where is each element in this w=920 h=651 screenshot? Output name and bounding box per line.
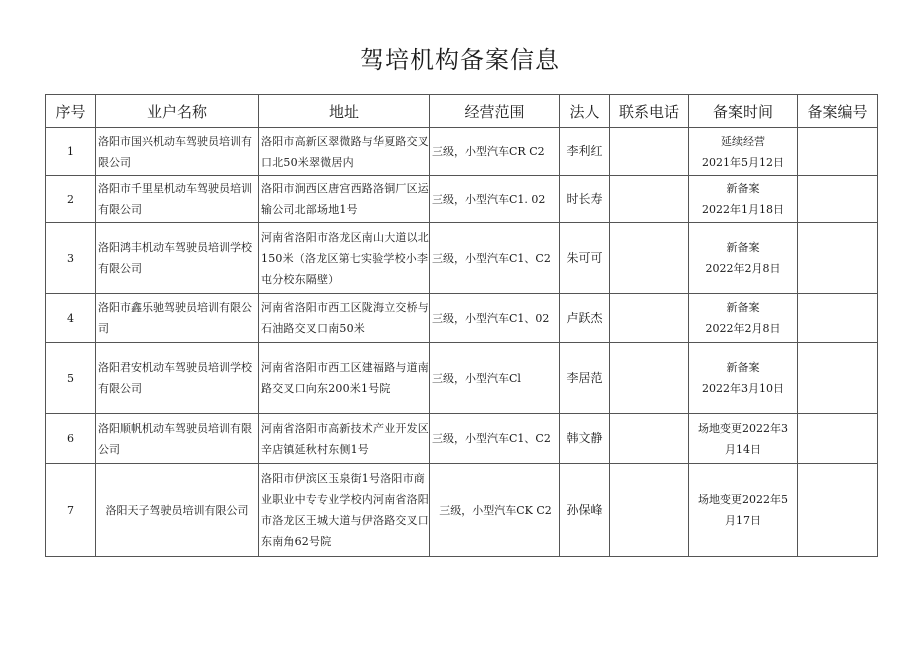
date-status: 新备案 [726, 301, 760, 314]
date-value: 2022年2月8日 [705, 322, 781, 335]
date-value: 2021年5月12日 [702, 155, 784, 169]
table-row [46, 128, 878, 176]
date-status: 延续经营 [721, 134, 765, 148]
row-address: 洛阳市伊滨区玉泉街1号洛阳市商业职业中专专业学校内河南省洛阳市洛龙区王城大道与伊洛路交叉口东南角62号院 [259, 464, 430, 557]
row-legal: 孙保峰 [560, 464, 610, 557]
row-no: 7 [46, 464, 96, 557]
row-date [689, 343, 798, 414]
row-address: 河南省洛阳市西工区建福路与道南路交叉口向东200米1号院 [259, 343, 430, 414]
date-value: 月14日 [725, 442, 761, 456]
header-no: 序号 [46, 95, 96, 128]
header-legal: 法人 [560, 95, 610, 128]
row-phone [610, 343, 689, 414]
row-scope: 三级，小型汽车Cl [430, 343, 560, 414]
row-phone [610, 176, 689, 223]
date-value: 2022年1月18日 [702, 203, 784, 216]
row-date [689, 414, 798, 464]
records-table [45, 94, 878, 557]
row-scope: 三级，小型汽车C1. 02 [430, 176, 560, 223]
row-date [689, 294, 798, 343]
row-scope: 三级，小型汽车C1、C2 [430, 223, 560, 294]
date-status: 场地变更2022年5 [698, 493, 788, 506]
row-scope: 三级，小型汽车CR C2 [430, 128, 560, 176]
row-name: 洛阳君安机动车驾驶员培训学校有限公司 [96, 343, 259, 414]
row-address: 洛阳市涧西区唐宫西路洛铜厂区运输公司北部场地1号 [259, 176, 430, 223]
row-scope: 三级，小型汽车C1、C2 [430, 414, 560, 464]
row-record-no [798, 414, 878, 464]
row-record-no [798, 294, 878, 343]
table-row [46, 343, 878, 414]
row-no: 6 [46, 414, 96, 464]
table-row [46, 223, 878, 294]
header-name: 业户名称 [96, 95, 259, 128]
row-address: 河南省洛阳市西工区陇海立交桥与石油路交叉口南50米 [259, 294, 430, 343]
header-date: 备案时间 [689, 95, 798, 128]
row-legal: 卢跃杰 [560, 294, 610, 343]
row-scope: 三级，小型汽车C1、02 [430, 294, 560, 343]
date-value: 月17日 [725, 514, 761, 527]
row-legal: 朱可可 [560, 223, 610, 294]
date-status: 场地变更2022年3 [698, 421, 788, 435]
row-date [689, 464, 798, 557]
date-value: 2022年3月10日 [702, 382, 784, 395]
header-scope: 经营范围 [430, 95, 560, 128]
row-record-no [798, 343, 878, 414]
row-date [689, 176, 798, 223]
header-address: 地址 [259, 95, 430, 128]
row-record-no [798, 464, 878, 557]
row-name: 洛阳顺帆机动车驾驶员培训有限公司 [96, 414, 259, 464]
table-row [46, 176, 878, 223]
row-legal: 李利红 [560, 128, 610, 176]
date-status: 新备案 [726, 241, 760, 254]
row-no: 5 [46, 343, 96, 414]
row-legal: 时长寿 [560, 176, 610, 223]
row-address: 洛阳市高新区翠微路与华夏路交叉口北50米翠微居内 [259, 128, 430, 176]
row-record-no [798, 223, 878, 294]
row-legal: 李居范 [560, 343, 610, 414]
row-record-no [798, 176, 878, 223]
row-date [689, 223, 798, 294]
header-record-no: 备案编号 [798, 95, 878, 128]
row-phone [610, 464, 689, 557]
row-phone [610, 128, 689, 176]
row-no: 1 [46, 128, 96, 176]
header-row [46, 95, 878, 128]
table-row [46, 464, 878, 557]
row-address: 河南省洛阳市高新技术产业开发区辛店镇延秋村东侧1号 [259, 414, 430, 464]
table-row [46, 294, 878, 343]
header-phone: 联系电话 [610, 95, 689, 128]
row-no: 4 [46, 294, 96, 343]
date-status: 新备案 [726, 361, 760, 374]
row-phone [610, 414, 689, 464]
row-address: 河南省洛阳市洛龙区南山大道以北150米（洛龙区第七实验学校小李屯分校东隔壁） [259, 223, 430, 294]
row-phone [610, 223, 689, 294]
row-date [689, 128, 798, 176]
row-name: 洛阳市鑫乐驰驾驶员培训有限公司 [96, 294, 259, 343]
row-name: 洛阳鸿丰机动车驾驶员培训学校有限公司 [96, 223, 259, 294]
row-phone [610, 294, 689, 343]
row-no: 2 [46, 176, 96, 223]
row-legal: 韩文静 [560, 414, 610, 464]
row-name: 洛阳市千里星机动车驾驶员培训有限公司 [96, 176, 259, 223]
row-no: 3 [46, 223, 96, 294]
table-row [46, 414, 878, 464]
row-name: 洛阳天子驾驶员培训有限公司 [96, 464, 259, 557]
row-scope: 三级，小型汽车CK C2 [430, 464, 560, 557]
page-title: 驾培机构备案信息 [360, 46, 560, 74]
row-name: 洛阳市国兴机动车驾驶员培训有限公司 [96, 128, 259, 176]
row-record-no [798, 128, 878, 176]
date-value: 2022年2月8日 [705, 262, 781, 275]
date-status: 新备案 [726, 182, 760, 195]
